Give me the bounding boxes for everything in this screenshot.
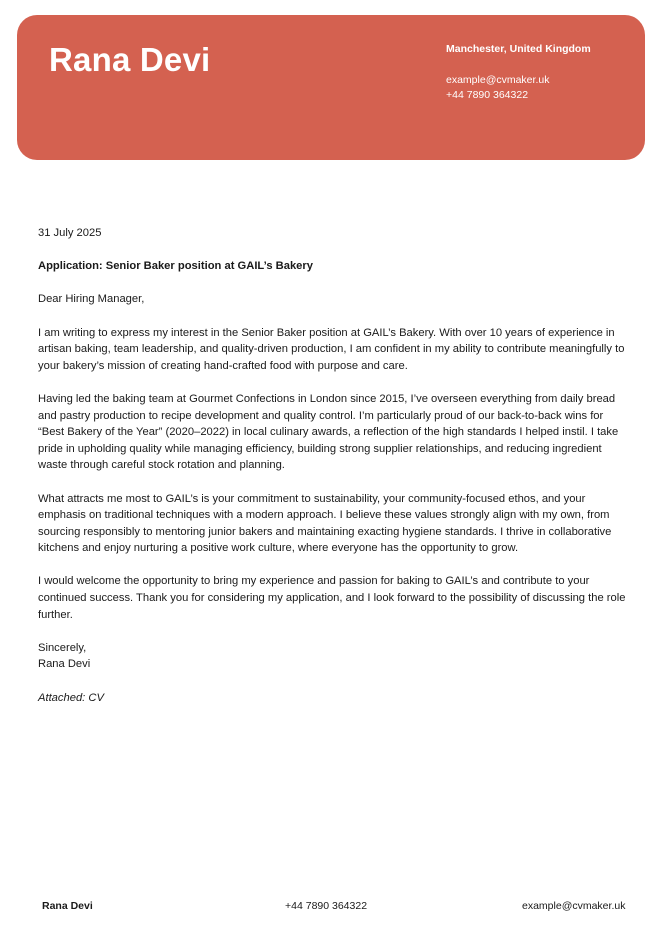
letter-signature: Rana Devi: [38, 658, 91, 671]
phone-text: +44 7890 364322: [446, 89, 529, 101]
letter-subject: Application: Senior Baker position at GAIL’s Bakery: [38, 260, 313, 273]
letter-attachment: Attached: CV: [38, 691, 104, 704]
location-text: Manchester, United Kingdom: [446, 43, 591, 55]
letter-paragraph: What attracts me most to GAIL’s is your commitment to sustainability, your community-focused ethos, and your emphasis on traditional techniques with a modern approach. I believe these values strongly align with my own, from sourcing responsibly to mentoring junior bakers and maintaining exacting hygiene standards. I thrive in collaborative kitchens and enjoy nurturing a positive work culture, where everyone has the opportunity to grow.: [38, 492, 612, 555]
letter-date: 31 July 2025: [38, 227, 102, 239]
footer-phone: +44 7890 364322: [285, 900, 368, 912]
letter-body: [38, 225, 628, 723]
contact-block: [446, 42, 591, 103]
header-banner: [17, 15, 645, 160]
letter-paragraph: I would welcome the opportunity to bring my experience and passion for baking to GAIL’s and contribute to your continued success. Thank you for considering my application, and I look forward to the possibility of discussing the role further.: [38, 575, 626, 621]
applicant-name: Rana Devi: [49, 41, 211, 78]
letter-signoff: [38, 640, 628, 673]
letter-closing: Sincerely,: [38, 641, 87, 654]
letter-paragraph: Having led the baking team at Gourmet Confections in London since 2015, I’ve overseen everything from daily bread and pastry production to recipe development and quality control. I’m particularly proud of our back-to-back wins for “Best Bakery of the Year” (2020–2022) in local culinary awards, a reflection of the high standards I helped instil. I take pride in upholding quality while managing efficiency, building strong supplier relationships, and reducing ingredient waste through careful stock rotation and planning.: [38, 392, 619, 472]
email-link[interactable]: example@cvmaker.uk: [446, 74, 550, 86]
letter-salutation: Dear Hiring Manager,: [38, 293, 145, 306]
letter-paragraph: I am writing to express my interest in the Senior Baker position at GAIL’s Bakery. With over 10 years of experience in artisan baking, team leadership, and quality-driven production, I am confident in my ability to contribute meaningfully to your bakery’s mission of creating hand-crafted food with purpose and care.: [38, 326, 625, 372]
footer-email-link[interactable]: example@cvmaker.uk: [522, 900, 626, 912]
footer-name: Rana Devi: [42, 900, 93, 912]
